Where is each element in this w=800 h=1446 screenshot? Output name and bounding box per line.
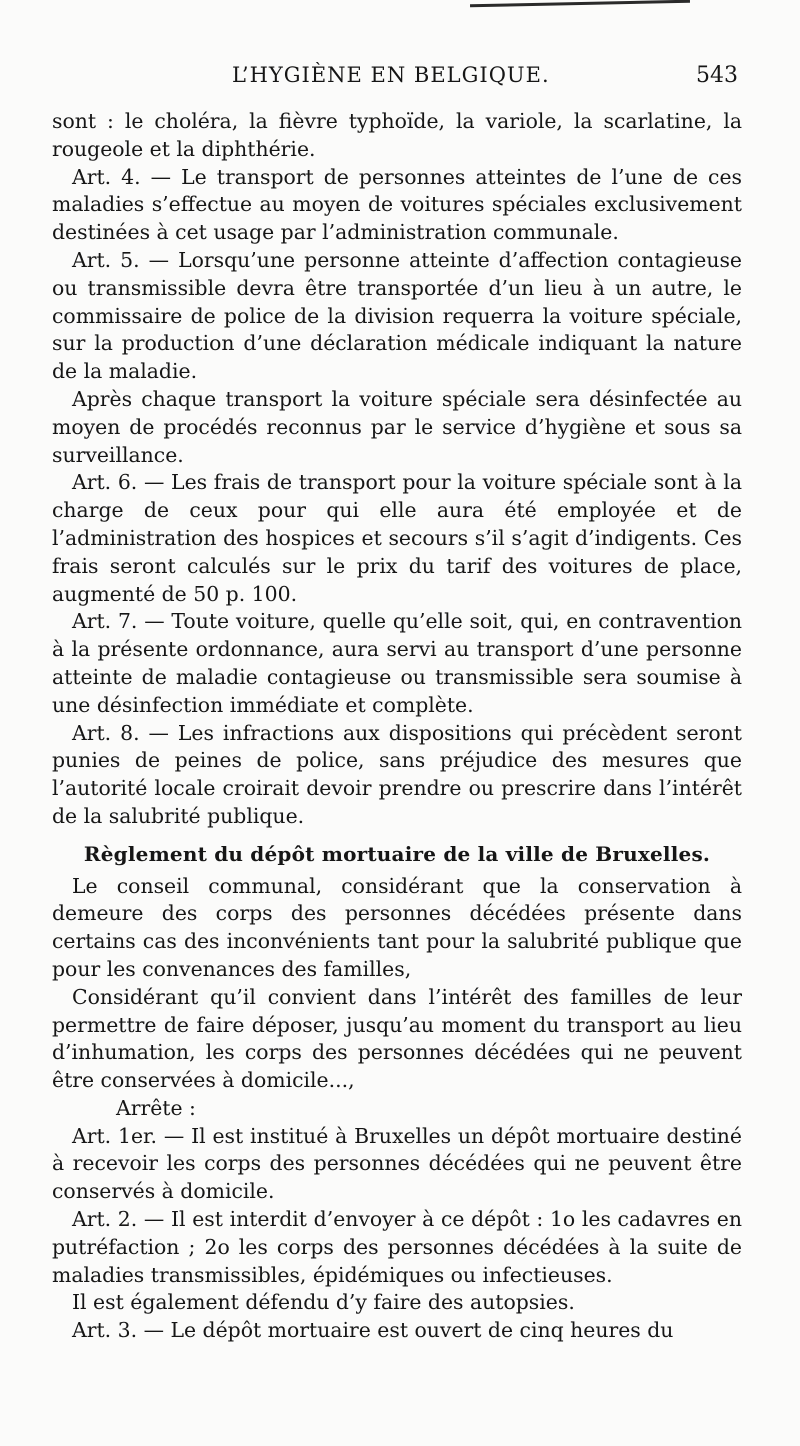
- page-header: [0, 63, 800, 93]
- paragraph: Après chaque transport la voiture spéciale sera désinfectée au moyen de procédés reconnus par le service d’hygiène et sous sa surveillance.: [52, 386, 742, 467]
- paragraph: sont : le choléra, la fièvre typhoïde, la variole, la scarlatine, la rougeole et la diphthérie.: [52, 109, 742, 161]
- article-1: Art. 1er. — Il est institué à Bruxelles un dépôt mortuaire destiné à recevoir les corps des personnes décédées qui ne peuvent être conservés à domicile.: [52, 1123, 742, 1204]
- article-3: Art. 3. — Le dépôt mortuaire est ouvert de cinq heures du: [72, 1318, 674, 1343]
- paragraph: Le conseil communal, considérant que la conservation à demeure des corps des personnes décédées présente dans certains cas des inconvénients tant pour la salubrité publique que pour les convenances des familles,: [52, 873, 742, 981]
- page-number: 543: [696, 63, 738, 88]
- running-title: L’HYGIÈNE EN BELGIQUE.: [232, 63, 550, 87]
- article-8: Art. 8. — Les infractions aux dispositions qui précèdent seront punies de peines de police, sans préjudice des mesures que l’autorité locale croirait devoir prendre ou prescrire dans l’intérêt de la salubrité publique.: [52, 720, 742, 828]
- decree-line: Arrête :: [116, 1095, 196, 1120]
- article-7: Art. 7. — Toute voiture, quelle qu’elle soit, qui, en contravention à la présente ordonnance, aura servi au transport d’une personne atteinte de maladie contagieuse ou transmissible sera soumise à une désinfection immédiate et complète.: [52, 609, 742, 717]
- top-edge-mark: [470, 0, 690, 7]
- article-2: Art. 2. — Il est interdit d’envoyer à ce dépôt : 1o les cadavres en putréfaction ; 2o les corps des personnes décédées à la suite de maladies transmissibles, épidémiques ou infectieuses.: [52, 1207, 742, 1287]
- paragraph: Il est également défendu d’y faire des autopsies.: [72, 1290, 575, 1315]
- article-6: Art. 6. — Les frais de transport pour la voiture spéciale sont à la charge de ceux pour qui elle aura été employée et de l’administration des hospices et secours s’il s’agit d’indigents. Ces frais seront calculés sur le prix du tarif des voitures de place, augmenté de 50 p. 100.: [52, 470, 742, 606]
- section-heading: Règlement du dépôt mortuaire de la ville de Bruxelles.: [83, 841, 711, 866]
- paragraph: Considérant qu’il convient dans l’intérêt des familles de leur permettre de faire déposer, jusqu’au moment du transport au lieu d’inhumation, les corps des personnes décédées qui ne peuvent être conservées à domicile...,: [52, 984, 742, 1093]
- article-4: Art. 4. — Le transport de personnes atteintes de l’une de ces maladies s’effectue au moyen de voitures spéciales exclusivement destinées à cet usage par l’administration communale.: [52, 164, 742, 245]
- body-text: [52, 108, 742, 1345]
- article-5: Art. 5. — Lorsqu’une personne atteinte d’affection contagieuse ou transmissible devra être transportée d’un lieu à un autre, le commissaire de police de la division requerra la voiture spéciale, sur la production d’une déclaration médicale indiquant la nature de la maladie.: [52, 247, 742, 384]
